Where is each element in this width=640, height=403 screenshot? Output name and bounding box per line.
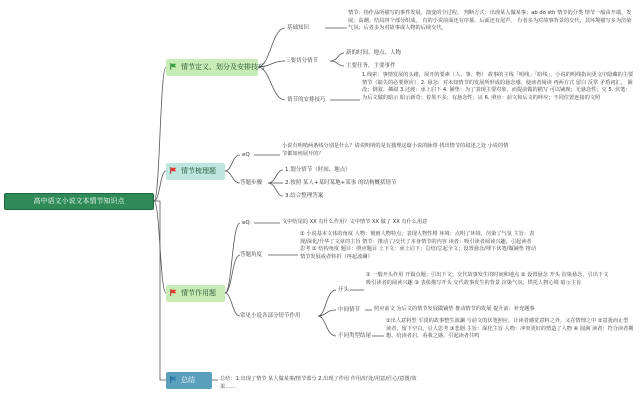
common-functions-node[interactable] [240, 312, 301, 320]
arrangement-skills-text: 1.线索：事情发展的头绪，展开的要素（人、事、物） 故事的主线「明线」「暗线」，小说的明线指向更文中隐藏的主要情节（缺失的必要照应） 2. 悬念：对未知情节的发展所形成的悬念感，使读者阅读 再两方式 留白 反常 矛盾词汇。 铺没；倒叙、插叙 3.过渡：承上启下 4. 铺垫：为了表现主要对象，而提前做的描写 可以铺现；无悬念性；交 5. 伏笔：为后文做的暗示 暗示新奇；着墨不多；有悬念性；证 6. 照应：前文和后文的呼应；不同位置连接的文照 [362, 72, 634, 101]
branch-plot-sorting-label: 情节梳理题 [181, 167, 216, 175]
answer-steps-label: 答题步骤 [240, 180, 263, 186]
arrangement-skills-label: 情节的安排技巧 [287, 97, 326, 103]
branch-plot-function-label: 情节作用题 [181, 289, 216, 297]
blue-flag-icon [170, 376, 177, 383]
branch-definition[interactable] [166, 59, 265, 76]
basic-knowledge-label: 基础知识 [287, 25, 310, 31]
answer-angle-label: 答题角度 [240, 252, 263, 258]
common-functions-label: 常见小说各部分情节作用 [240, 313, 301, 319]
red-flag-icon [170, 289, 177, 296]
question-text: 小说有明哨两条线分别是什么？请说明明的是有独理这篇小说的脉络 找出情节的叙述之处 小说的情节都如何展开的？ [282, 143, 509, 157]
opening-label: 开头 [338, 287, 350, 293]
middle-plot-text: 照应前文 为后文的情节发展做铺垫 推动情节的发展 提升前：补充题事 [374, 306, 535, 312]
question-label: eQ [242, 152, 250, 158]
basic-knowledge-text: 情节：指作品所描写的事件发展、演变的全过程。 判断方式：出现某人做某事；ab do sth 情节的分类 情节一般由开端、发展、高潮、结局四个部分组成。 有的小说前面还有序幕，后面还有尾声。 有者多为对故事背景的交代，其环境描写多为渲染气氛；后者多为对故事或人物的后续交代。 [348, 10, 632, 32]
three-elements-label: 三要切分情节 [285, 58, 319, 64]
arrangement-skills-node[interactable] [287, 96, 326, 104]
answer-step [285, 192, 323, 200]
ending-types-text: ①出人意料型 平淡的故事整生波澜 与前文的伏笔照应，让读者感觉意料之外，又在情理之中 ②意犹而止型 读者，留下空白，引人思考 ③悲剧 主旨：深化主旨 人物：冲突更好的塑造了人物 ④ 圆满 读者：符合读者期想，给读者启，看我之感，引起读者共鸣 [386, 318, 634, 340]
basic-knowledge-node[interactable] [287, 24, 309, 32]
answer-step-label: 2.按照 某人+某时某地+某事 的结构概括情节 [285, 180, 397, 186]
root-label: 高中语文小说文本情节知识点 [33, 197, 125, 205]
three-elements-item-label: 主要任务，主要事件 [346, 63, 396, 69]
branch-plot-function[interactable] [166, 285, 225, 302]
branch-summary[interactable] [166, 372, 212, 389]
answer-step [285, 179, 396, 187]
middle-plot-label: 中间情节 [338, 307, 361, 313]
opening-text: ① 一般开头作用 开篇点题；引出下文；交代故事发生的时间和地点 ② 设置悬念 开头 渲染悬念，引出下文 吸引读者的阅读兴趣 ③ 表彰描写开头 交代故事发生的背景 渲染气氛；烘托人物心境 暗示主旨 [366, 272, 609, 286]
middle-plot-node[interactable] [338, 306, 360, 314]
answer-step-label: 3.结合整理答案 [285, 193, 324, 199]
branch-plot-sorting[interactable] [166, 163, 225, 180]
red-flag-icon [170, 167, 177, 174]
question-node[interactable] [242, 219, 250, 227]
question-node[interactable] [242, 151, 250, 159]
green-flag-icon [170, 63, 177, 70]
ending-types-label: 不同类型结尾 [338, 333, 372, 339]
three-elements-node[interactable] [285, 57, 318, 65]
root-node[interactable] [4, 193, 154, 210]
summary-text: 总结：1.出现了情节 某人做某事/情节部分 2.出现了作用 作用/好处/用意/匠心/意图/效果…… [220, 376, 417, 390]
three-elements-item [346, 62, 396, 70]
three-elements-item [346, 49, 401, 57]
answer-angle-text: ① 小说基本文体的角度 人物：刻画人物特点；表现人物性格 环境：点明了环境，渲染了气氛 主旨：表现/深化/升华了文章的主旨 情节：推动了/交代了本身情节的内容 读者：吸引读者阅读兴趣，引起读者思考 ② 结构角度 题目：照应题目 上下文：承上启下；总结/总起全文；设置悬念/埋下伏笔/做铺垫 推动情节发展或者转折（再起波澜） [300, 231, 537, 260]
ending-types-node[interactable] [338, 332, 371, 340]
answer-step [285, 166, 351, 174]
branch-summary-label: 总结 [181, 376, 195, 384]
question-text: 文中结尾的 XX 有什么作用？文中情节 XX 做了 XX 有什么用意 [282, 219, 428, 225]
branch-definition-label: 情节定义、划分及安排技巧 [181, 63, 265, 71]
opening-node[interactable] [338, 286, 349, 294]
answer-step-label: 1.划分情节（时间、地点） [285, 167, 351, 173]
answer-steps-node[interactable] [240, 179, 262, 187]
question-label: eQ [242, 220, 250, 226]
answer-angle-node[interactable] [240, 251, 262, 259]
three-elements-item-label: 新的时间、地点、人物 [346, 50, 402, 56]
